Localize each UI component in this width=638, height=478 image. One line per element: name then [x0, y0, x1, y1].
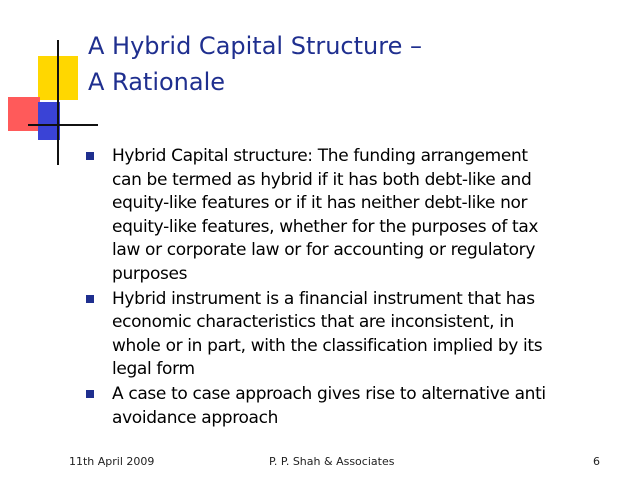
bullet-text-line: can be termed as hybrid if it has both debt-like and [112, 169, 532, 190]
page-number: 6 [593, 455, 600, 468]
slide-title [88, 28, 608, 100]
bullet-list [86, 145, 616, 431]
ornament-horizontal-line [28, 124, 98, 126]
bullet-item [86, 288, 616, 382]
slide-title-line: A Rationale [88, 68, 226, 96]
bullet-text-line: Hybrid Capital structure: The funding arrangement [112, 146, 528, 166]
bullet-text-line: purposes [112, 263, 188, 284]
ornament-vertical-line [57, 40, 59, 165]
footer-author: P. P. Shah & Associates [269, 455, 395, 468]
bullet-text-line: whole or in part, with the classification implied by its [112, 335, 543, 356]
bullet-text-line: avoidance approach [112, 407, 279, 428]
bullet-text-line: equity-like features or if it has neither debt-like nor [112, 193, 528, 214]
bullet-text-line: law or corporate law or for accounting or regulatory [112, 240, 536, 261]
bullet-item [86, 145, 616, 287]
bullet-text-line: equity-like features, whether for the purposes of tax [112, 216, 539, 237]
bullet-text-line: economic characteristics that are inconsistent, in [112, 312, 515, 333]
square-bullet-icon [86, 295, 94, 303]
bullet-text-line: Hybrid instrument is a financial instrument that has [112, 288, 535, 309]
slide-title-line: A Hybrid Capital Structure – [88, 32, 422, 60]
bullet-text-line: legal form [112, 359, 195, 380]
bullet-item [86, 383, 616, 430]
bullet-text-line: A case to case approach gives rise to alternative anti [112, 383, 546, 404]
footer-date: 11th April 2009 [69, 455, 155, 468]
square-bullet-icon [86, 152, 94, 160]
square-bullet-icon [86, 390, 94, 398]
